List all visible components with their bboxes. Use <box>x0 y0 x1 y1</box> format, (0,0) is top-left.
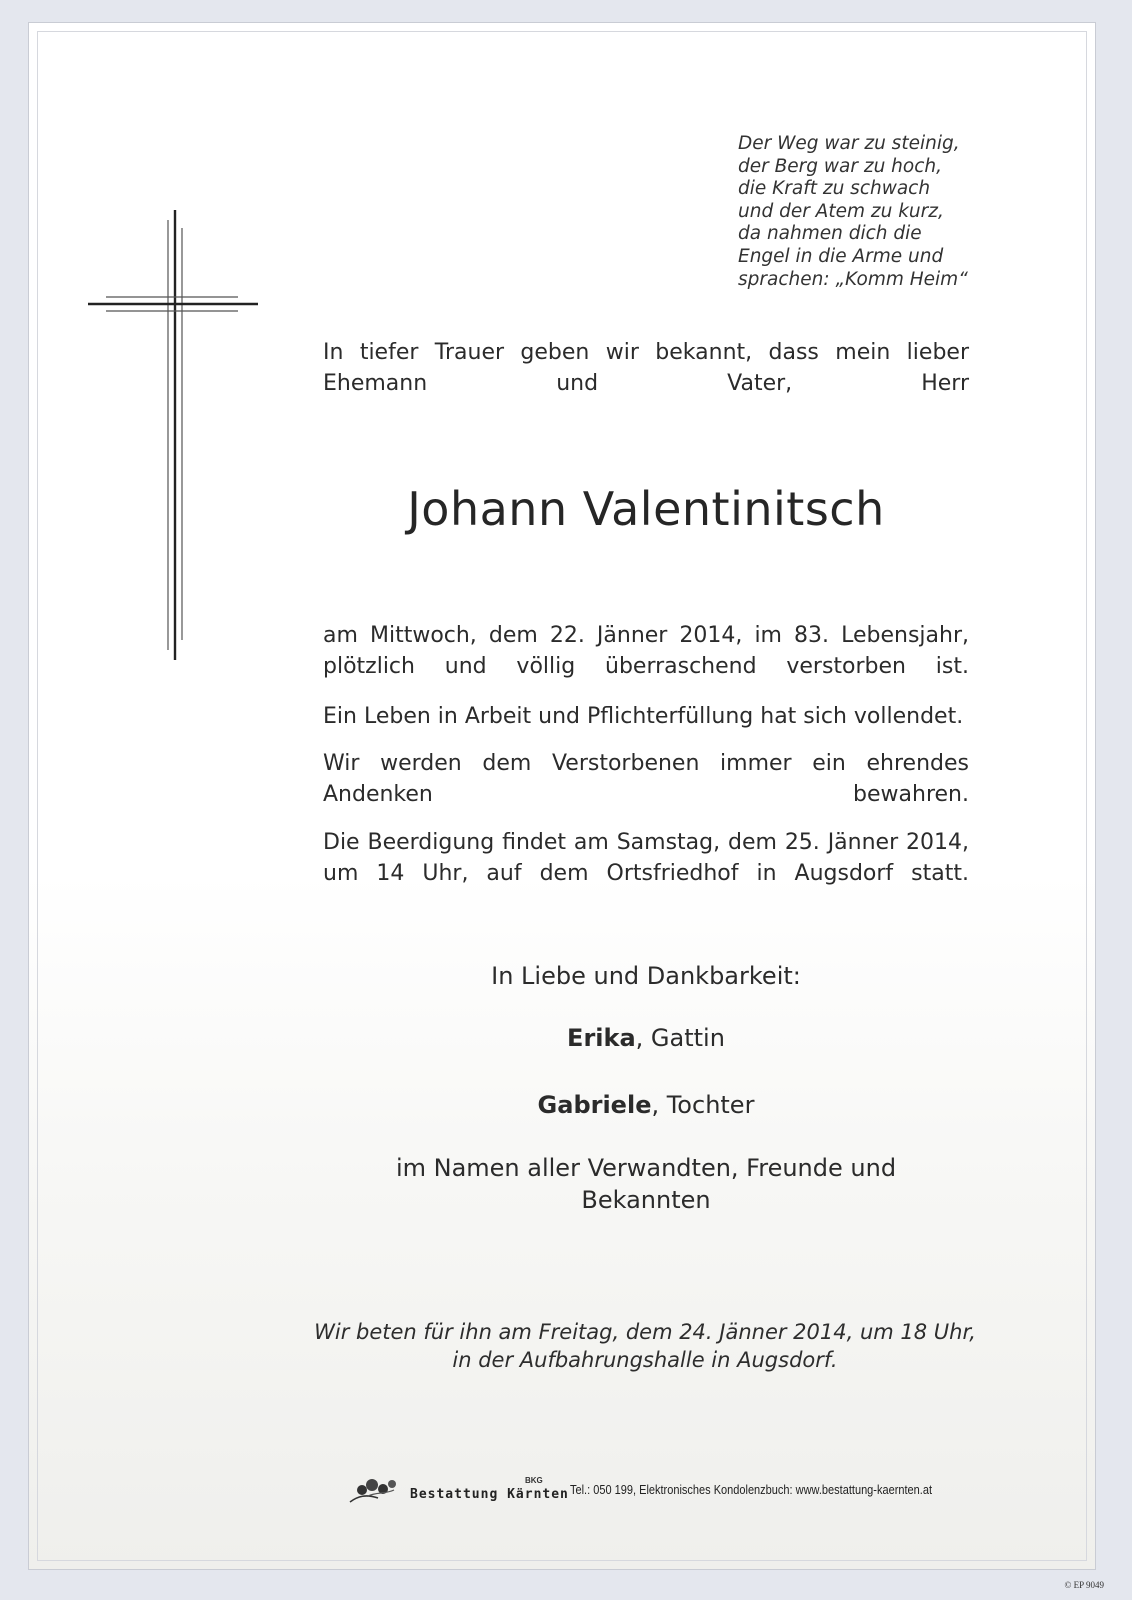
poem-line: da nahmen dich die <box>738 223 922 245</box>
logo-mark: BKG <box>525 1476 543 1485</box>
life-text: Ein Leben in Arbeit und Pflichterfüllung hat sich vollendet. <box>323 704 964 729</box>
deceased-name: Johann Valentinitsch <box>407 482 885 536</box>
flower-logo-icon <box>348 1476 408 1506</box>
poem-line: der Berg war zu hoch, <box>738 155 943 177</box>
contact-info: Tel.: 050 199, Elektronisches Kondolenzbuch: www.bestattung-kaernten.at <box>570 1483 933 1497</box>
death-text: am Mittwoch, dem 22. Jänner 2014, im 83. Lebensjahr, plötzlich und völlig überraschend verstorben ist. <box>323 623 969 679</box>
mourner-name: Gabriele <box>537 1091 652 1119</box>
poem-line: und der Atem zu kurz, <box>738 200 944 222</box>
print-code: © EP 9049 <box>1064 1580 1104 1590</box>
poem-line: Engel in die Arme und <box>738 245 944 267</box>
poem <box>738 133 1038 291</box>
mourner-relation: , Gattin <box>635 1024 725 1052</box>
mourners-heading: In Liebe und Dankbarkeit: <box>491 962 801 990</box>
intro-text: In tiefer Trauer geben wir bekannt, dass mein lieber Ehemann und Vater, Herr <box>323 340 969 396</box>
mourner-name: Erika <box>567 1024 636 1052</box>
mourner-wife <box>323 1022 969 1054</box>
prayer-line: in der Aufbahrungshalle in Augsdorf. <box>452 1348 838 1372</box>
mourner-relation: , Tochter <box>651 1091 755 1119</box>
prayer-text <box>300 1318 990 1374</box>
prayer-line: Wir beten für ihn am Freitag, dem 24. Jänner 2014, um 18 Uhr, <box>314 1320 976 1344</box>
memory-text: Wir werden dem Verstorbenen immer ein ehrendes Andenken bewahren. <box>323 751 969 807</box>
poem-line: die Kraft zu schwach <box>738 178 931 200</box>
cross-icon <box>88 210 268 670</box>
funeral-text: Die Beerdigung findet am Samstag, dem 25. Jänner 2014, um 14 Uhr, auf dem Ortsfriedhof in Augsdorf statt. <box>323 830 969 886</box>
poem-line: Der Weg war zu steinig, <box>738 133 960 154</box>
mourner-daughter <box>323 1089 969 1121</box>
mourners-others: im Namen aller Verwandten, Freunde und Bekannten <box>395 1154 897 1214</box>
company-name: Bestattung Kärnten <box>410 1487 569 1502</box>
poem-line: sprachen: „Komm Heim“ <box>738 268 968 290</box>
